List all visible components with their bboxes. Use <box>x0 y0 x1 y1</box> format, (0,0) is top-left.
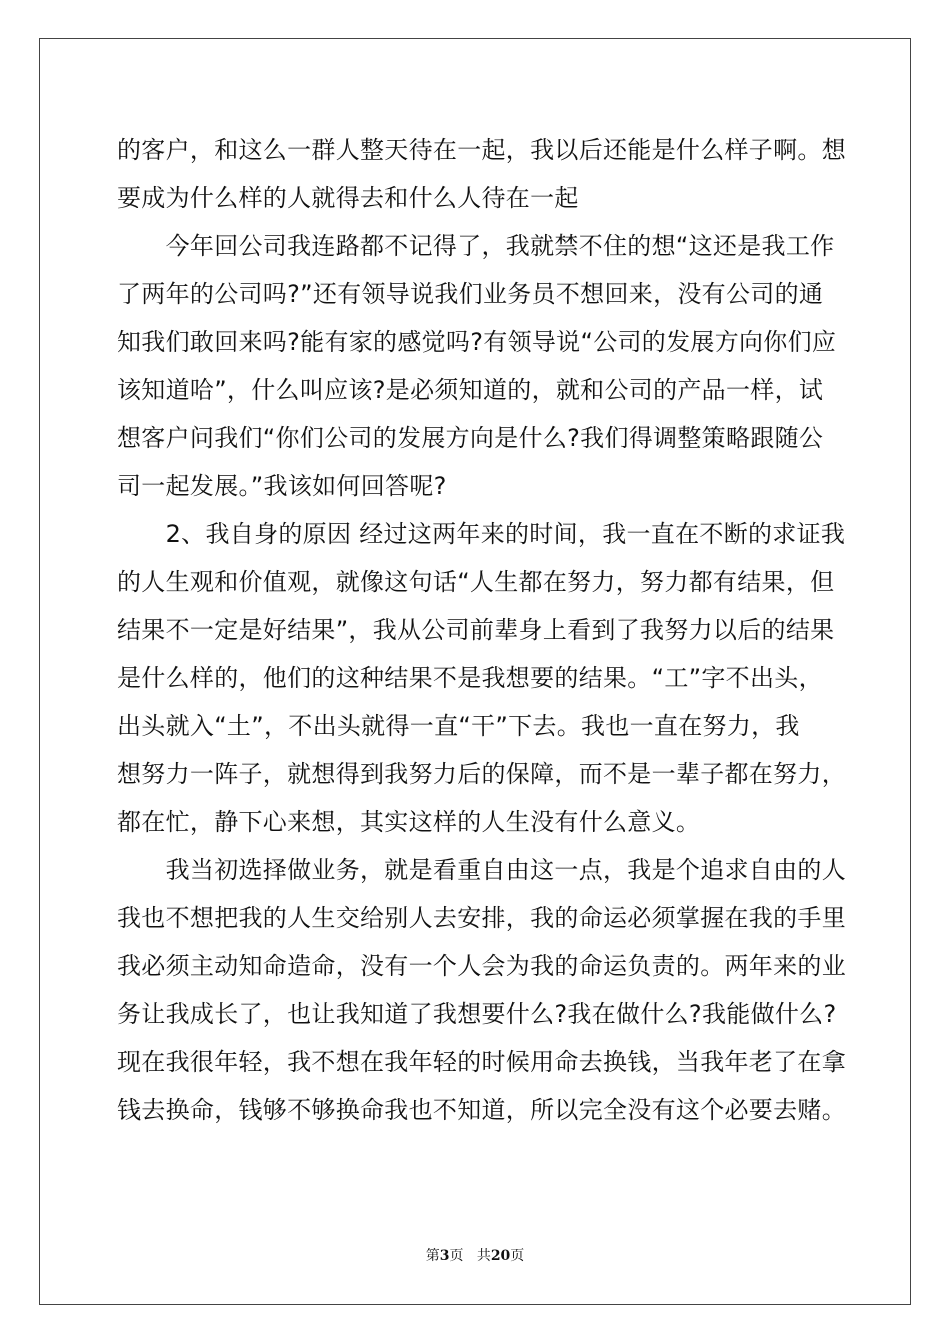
current-page-number: 3 <box>439 1248 450 1264</box>
text-line: 想努力一阵子，就想得到我努力后的保障，而不是一辈子都在努力， <box>117 760 846 788</box>
text-line: 的人生观和价值观，就像这句话“人生都在努力，努力都有结果，但 <box>117 568 835 596</box>
footer-total-suffix: 页 <box>510 1248 525 1264</box>
text-line: 我必须主动知命造命，没有一个人会为我的命运负责的。两年来的业 <box>117 952 846 980</box>
text-line: 是什么样的，他们的这种结果不是我想要的结果。“工”字不出头， <box>117 664 823 692</box>
text-line: 今年回公司我连路都不记得了，我就禁不住的想“这还是我工作 <box>117 232 835 260</box>
text-line: 2、我自身的原因 经过这两年来的时间，我一直在不断的求证我 <box>117 520 846 548</box>
text-line: 现在我很年轻，我不想在我年轻的时候用命去换钱，当我年老了在拿 <box>117 1048 846 1076</box>
text-line: 我当初选择做业务，就是看重自由这一点，我是个追求自由的人 <box>117 856 846 884</box>
footer-prefix: 第 <box>425 1248 440 1264</box>
document-body <box>117 126 846 1134</box>
text-line: 务让我成长了，也让我知道了我想要什么?我在做什么?我能做什么? <box>117 1000 837 1028</box>
text-line: 的客户，和这么一群人整天待在一起，我以后还能是什么样子啊。想 <box>117 136 846 164</box>
text-line: 我也不想把我的人生交给别人去安排，我的命运必须掌握在我的手里 <box>117 904 846 932</box>
total-pages-number: 20 <box>490 1248 511 1264</box>
text-line: 要成为什么样的人就得去和什么人待在一起 <box>117 184 579 212</box>
text-line: 该知道哈”，什么叫应该?是必须知道的，就和公司的产品一样，试 <box>117 376 824 404</box>
text-line: 结果不一定是好结果”，我从公司前辈身上看到了我努力以后的结果 <box>117 616 835 644</box>
page-footer <box>0 1245 950 1265</box>
text-line: 了两年的公司吗?”还有领导说我们业务员不想回来，没有公司的通 <box>117 280 824 308</box>
footer-page-suffix: 页 <box>449 1248 464 1264</box>
text-line: 想客户问我们“你们公司的发展方向是什么?我们得调整策略跟随公 <box>117 424 824 452</box>
text-line: 司一起发展。”我该如何回答呢? <box>117 472 447 500</box>
text-line: 钱去换命，钱够不够换命我也不知道，所以完全没有这个必要去赌。 <box>117 1096 846 1124</box>
footer-total-prefix: 共 <box>476 1248 491 1264</box>
text-line: 知我们敢回来吗?能有家的感觉吗?有领导说“公司的发展方向你们应 <box>117 328 837 356</box>
text-line: 都在忙，静下心来想，其实这样的人生没有什么意义。 <box>117 808 701 836</box>
text-line: 出头就入“土”，不出头就得一直“干”下去。我也一直在努力，我 <box>117 712 800 740</box>
